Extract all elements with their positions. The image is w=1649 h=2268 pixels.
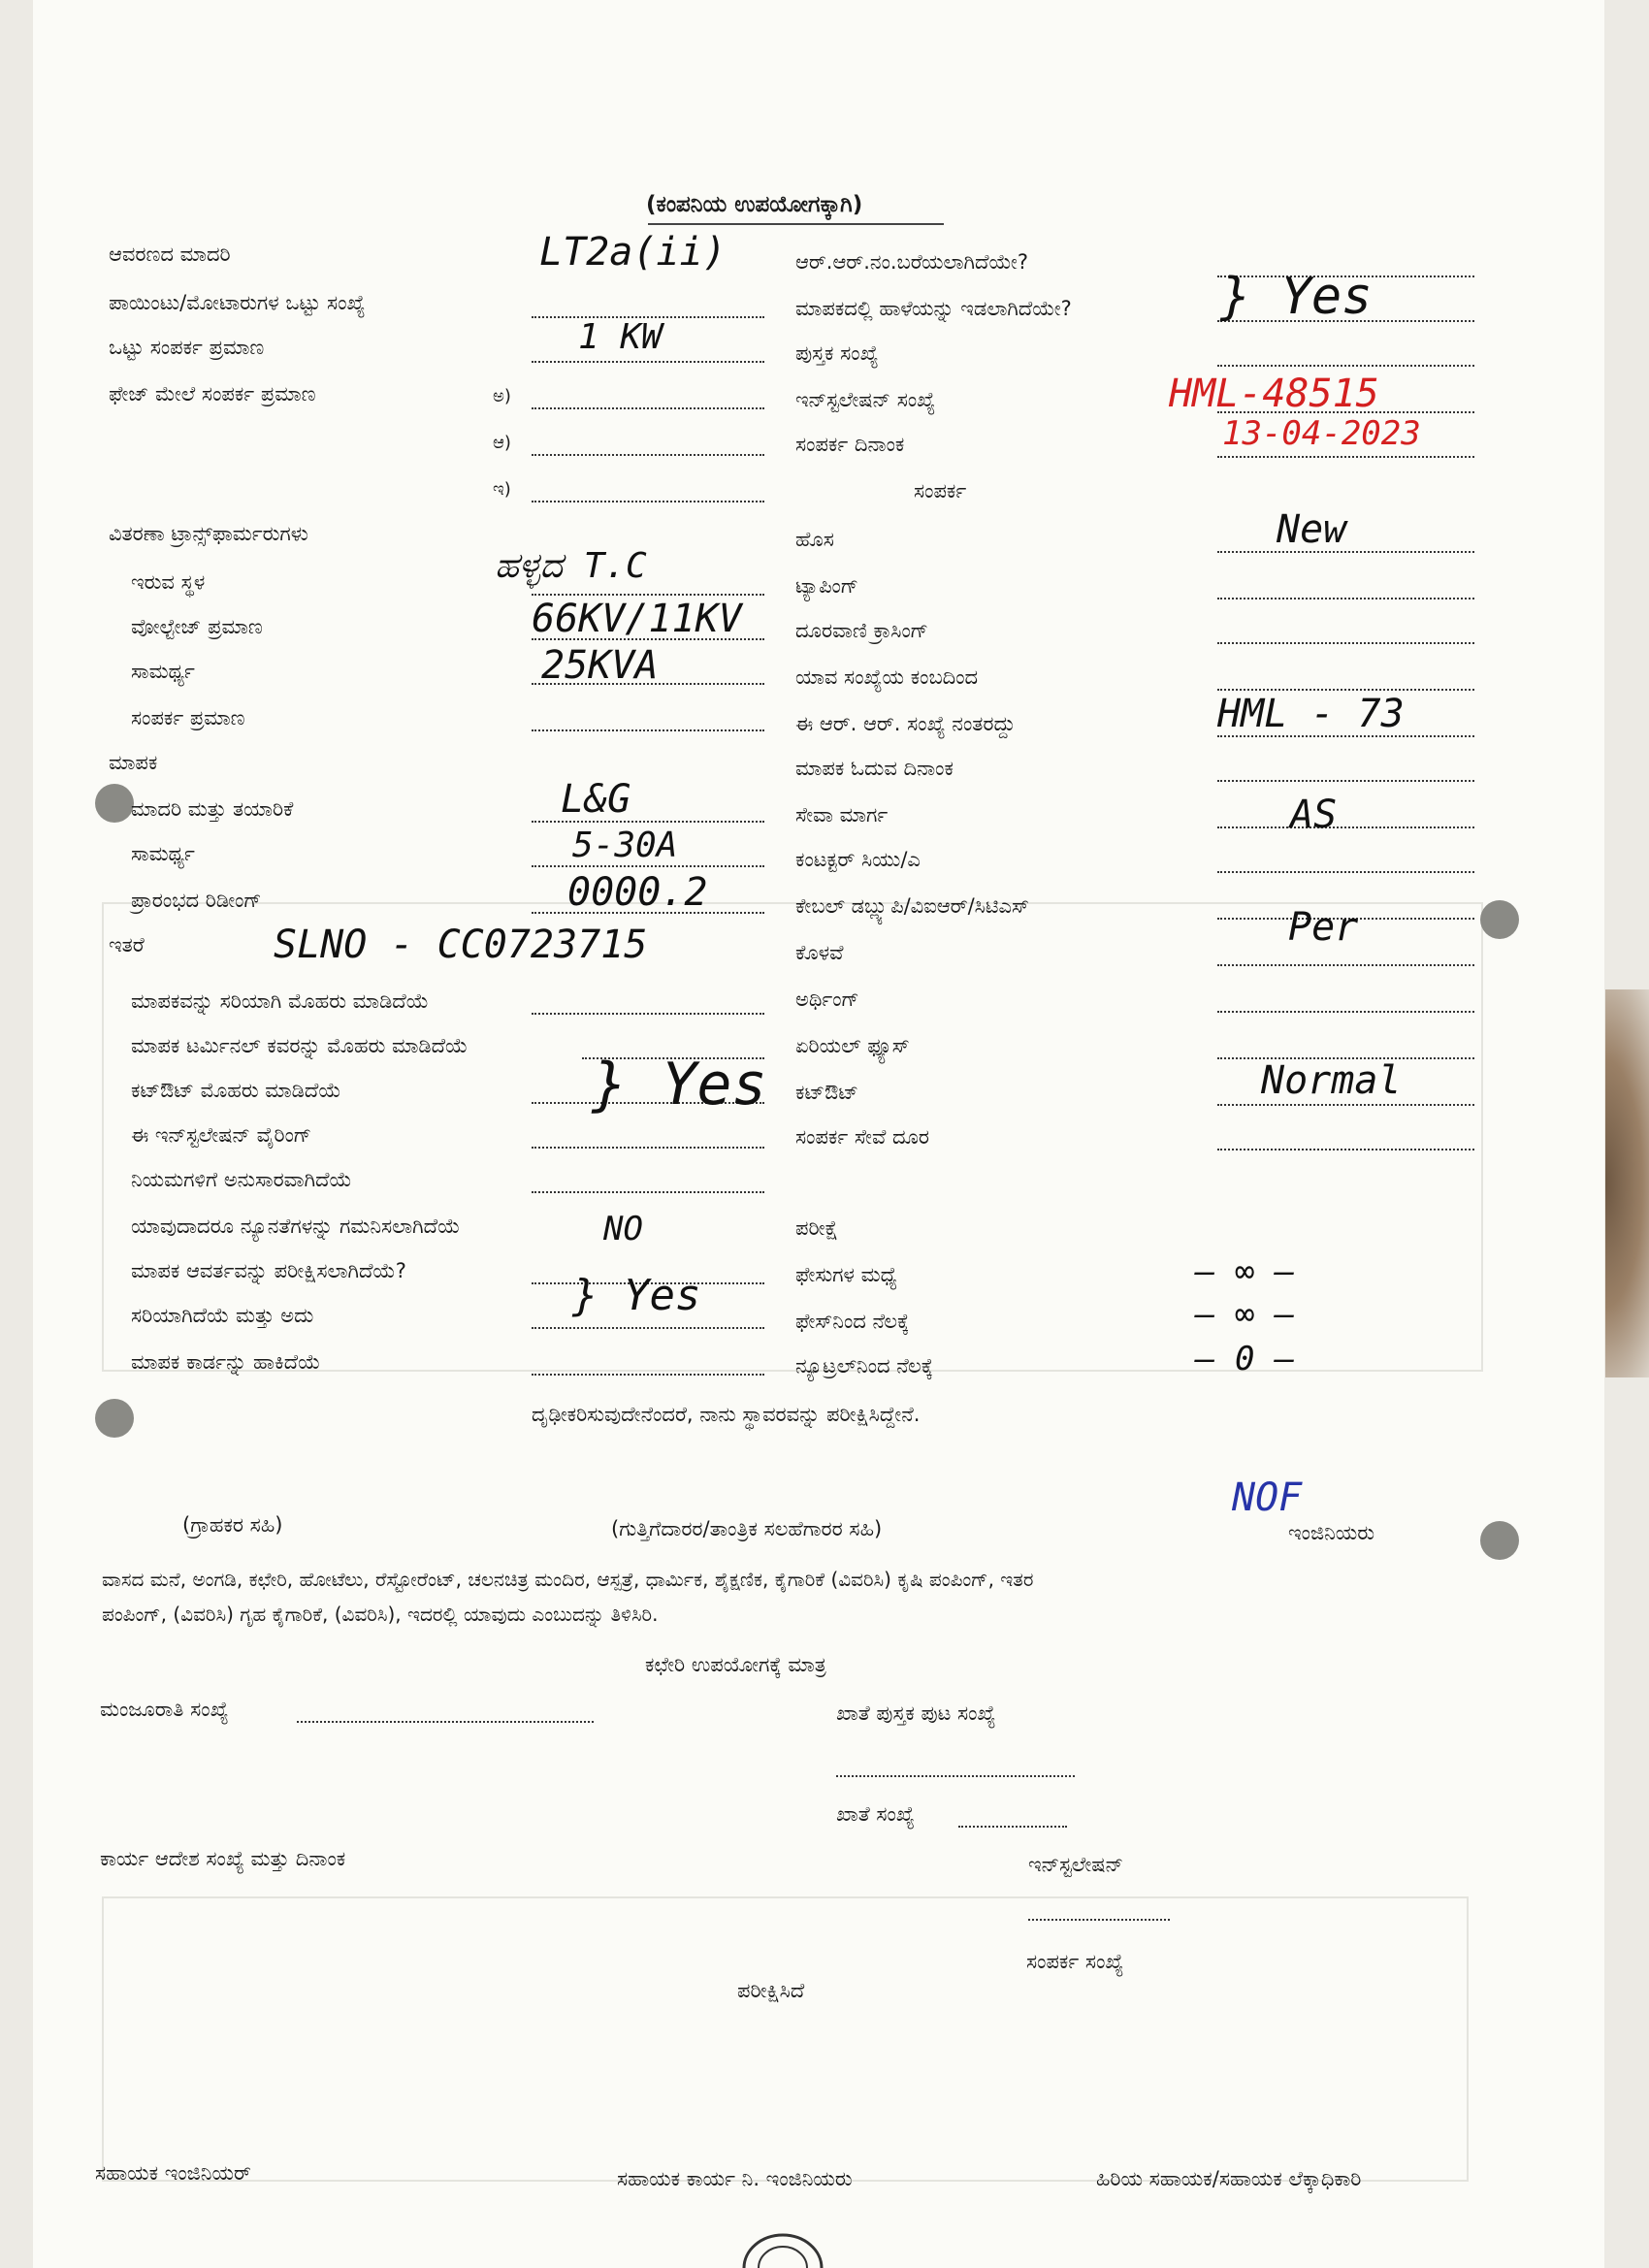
label-installation-number: ಇನ್‌ಸ್ಟಲೇಷನ್ ಸಂಖ್ಯೆ	[795, 388, 936, 411]
field-installation-wiring[interactable]	[532, 1147, 764, 1149]
label-cable: ಕೇಬಲ್ ಡಬ್ಲ್ಯುಪಿ/ವಿಐಆರ್/ಸಿಟಿಎಸ್	[795, 894, 1029, 918]
hw-yes-top: } Yes	[1220, 268, 1373, 326]
field-installation[interactable]	[1028, 1919, 1170, 1921]
label-total-load: ಒಟ್ಟು ಸಂಪರ್ಕ ಪ್ರಮಾಣ	[109, 336, 265, 359]
field-pipe[interactable]	[1217, 964, 1474, 966]
field-connection-date[interactable]	[1217, 456, 1474, 458]
label-cutout: ಕಟ್‌ಔಟ್	[795, 1081, 858, 1104]
label-ledger-page: ಖಾತೆ ಪುಸ್ತಕ ಪುಟ ಸಂಖ್ಯೆ	[836, 1701, 996, 1725]
hw-location: ಹಳ್ಳದ T.C	[495, 546, 647, 586]
label-test: ಪರೀಕ್ಷೆ	[795, 1216, 839, 1240]
label-phase-a: ಅ)	[493, 386, 511, 406]
usage-line-2: ಪಂಪಿಂಗ್, (ವಿವರಿಸಿ) ಗೃಹ ಕೈಗಾರಿಕೆ, (ವಿವರಿಸಿ), ಇದರಲ್ಲಿ ಯಾವುದು ಎಂಬುದನ್ನು ತಿಳಿಸಿರಿ.	[102, 1603, 659, 1626]
label-phase-load: ಫೇಜ್ ಮೇಲೆ ಸಂಪರ್ಕ ಪ್ರಮಾಣ	[109, 382, 316, 405]
punch-hole	[1480, 1521, 1519, 1560]
hw-service-route: AS	[1290, 793, 1338, 837]
hw-make: L&G	[561, 777, 631, 822]
hw-neutral-to-earth: — 0 —	[1195, 1340, 1295, 1378]
label-location: ಇರುವ ಸ್ಥಳ	[131, 570, 206, 594]
label-service-distance: ಸಂಪರ್ಕ ಸೇವೆ ದೂರ	[795, 1125, 930, 1149]
field-meter-sealed[interactable]	[532, 1013, 764, 1015]
field-total-load[interactable]	[532, 361, 764, 363]
company-seal-icon	[739, 2233, 826, 2268]
label-meter-sealed: ಮಾಪಕವನ್ನು ಸರಿಯಾಗಿ ಮೊಹರು ಮಾಡಿದೆಯೆ	[131, 989, 430, 1013]
label-kept-in-meter: ಮಾಪಕದಲ್ಲಿ ಹಾಳೆಯನ್ನು ಇಡಲಾಗಿದೆಯೇ?	[795, 297, 1072, 320]
punch-hole	[95, 784, 134, 823]
label-capacity: ಸಾಮರ್ಥ್ಯ	[131, 660, 195, 683]
label-initial-reading: ಪ್ರಾರಂಭದ ರಿಡೀಂಗ್	[131, 889, 262, 912]
label-connection: ಸಂಪರ್ಕ	[914, 479, 967, 502]
label-points-motors: ಪಾಯಿಂಟು/ಮೋಟಾರುಗಳ ಒಟ್ಟು ಸಂಖ್ಯೆ	[109, 291, 366, 314]
label-avaranada-madari: ಆವರಣದ ಮಾದರಿ	[109, 243, 231, 266]
label-defects-noticed: ಯಾವುದಾದರೂ ನ್ಯೂನತೆಗಳನ್ನು ಗಮನಿಸಲಾಗಿದೆಯೆ	[131, 1215, 461, 1238]
hw-after-rr: HML - 73	[1217, 692, 1405, 736]
label-meter-rotation: ಮಾಪಕ ಆವರ್ತವನ್ನು ಪರೀಕ್ಷಿಸಲಾಗಿದೆಯೆ?	[131, 1259, 406, 1282]
hw-installation-number: HML-48515	[1169, 372, 1379, 416]
hw-engineer: NOF	[1232, 1475, 1303, 1520]
label-terminal-sealed: ಮಾಪಕ ಟರ್ಮಿನಲ್ ಕವರನ್ನು ಮೊಹರು ಮಾಡಿದೆಯೆ	[131, 1034, 469, 1057]
label-connection-date: ಸಂಪರ್ಕ ದಿನಾಂಕ	[795, 433, 905, 456]
label-reading-date: ಮಾಪಕ ಓದುವ ದಿನಾಂಕ	[795, 757, 954, 780]
label-earthing: ಅರ್ಥಿಂಗ್	[795, 988, 859, 1011]
label-neutral-to-earth: ನ್ಯೂಟ್ರಲ್‌ನಿಂದ ನೆಲಕ್ಕೆ	[795, 1354, 933, 1377]
label-correct-and: ಸರಿಯಾಗಿದೆಯೆ ಮತ್ತು ಅದು	[131, 1304, 314, 1327]
sig-assistant-engineer: ಸಹಾಯಕ ಇಂಜಿನಿಯರ್	[95, 2161, 251, 2185]
hw-yes-mid: } Yes	[592, 1051, 767, 1118]
label-pole-number: ಯಾವ ಸಂಖ್ಯೆಯ ಕಂಬದಿಂದ	[795, 665, 979, 689]
label-work-order: ಕಾರ್ಯ ಆದೇಶ ಸಂಖ್ಯೆ ಮತ್ತು ದಿನಾಂಕ	[100, 1847, 346, 1870]
certify-text: ದೃಢೀಕರಿಸುವುದೇನೆಂದರೆ, ನಾನು ಸ್ಥಾವರವನ್ನು ಪರೀಕ್ಷಿಸಿದ್ದೇನೆ.	[532, 1403, 921, 1426]
label-rr-written: ಆರ್.ಆರ್.ನಂ.ಬರೆಯಲಾಗಿದೆಯೇ?	[795, 250, 1028, 274]
field-service-route[interactable]	[1217, 826, 1474, 828]
usage-line-1: ವಾಸದ ಮನೆ, ಅಂಗಡಿ, ಕಛೇರಿ, ಹೋಟೆಲು, ರೆಸ್ಟೋರೆಂಟ್, ಚಲನಚಿತ್ರ ಮಂದಿರ, ಆಸ್ಪತ್ರೆ, ಧಾರ್ಮಿಕ, ಶೈಕ್ಷಣಿಕ, ಕೈಗಾರಿಕೆ (ವಿವರಿಸಿ) ಕೃಷಿ ಪಂಪಿಂಗ್, ಇತರ	[102, 1568, 1034, 1591]
field-earthing[interactable]	[1217, 1011, 1474, 1013]
label-sanction-number: ಮಂಜೂರಾತಿ ಸಂಖ್ಯೆ	[100, 1698, 229, 1721]
scan-shadow	[1605, 989, 1649, 1377]
form-title: (ಕಂಪನಿಯ ಉಪಯೋಗಕ್ಕಾಗಿ)	[646, 192, 863, 217]
field-phase-i[interactable]	[532, 501, 764, 502]
hw-new: New	[1277, 507, 1347, 552]
field-service-distance[interactable]	[1217, 1149, 1474, 1150]
hw-avaranada-madari: LT2a(ii)	[539, 230, 727, 275]
field-meter-card[interactable]	[532, 1374, 764, 1376]
sig-consumer: (ಗ್ರಾಹಕರ ಸಹಿ)	[182, 1513, 283, 1537]
label-phase-to-earth: ಫೇಸ್‌ನಿಂದ ನೆಲಕ್ಕೆ	[795, 1310, 910, 1333]
label-cutout-sealed: ಕಟ್‌ಔಟ್ ಮೊಹರು ಮಾಡಿದೆಯೆ	[131, 1079, 341, 1102]
field-reading-date[interactable]	[1217, 780, 1474, 782]
sig-accounts-officer: ಹಿರಿಯ ಸಹಾಯಕ/ಸಹಾಯಕ ಲೆಕ್ಕಾಧಿಕಾರಿ	[1096, 2167, 1362, 2190]
label-phase-i: ಇ)	[493, 479, 511, 500]
label-make-type: ಮಾದರಿ ಮತ್ತು ತಯಾರಿಕೆ	[131, 797, 294, 821]
label-meter-capacity: ಸಾಮರ್ಥ್ಯ	[131, 842, 195, 865]
label-meter-card: ಮಾಪಕ ಕಾರ್ಡನ್ನು ಹಾಕಿದೆಯೆ	[131, 1350, 321, 1374]
hw-initial-reading: 0000.2	[567, 870, 708, 915]
hw-defects: NO	[603, 1210, 643, 1248]
field-phase-a[interactable]	[532, 407, 764, 409]
title-underline	[648, 223, 944, 225]
hw-cutout: Normal	[1261, 1058, 1402, 1103]
field-ledger-page[interactable]	[836, 1775, 1075, 1777]
label-meter: ಮಾಪಕ	[109, 751, 158, 774]
field-phase-aa[interactable]	[532, 454, 764, 456]
label-new: ಹೊಸ	[795, 528, 834, 551]
label-account-number: ಖಾತೆ ಸಂಖ್ಯೆ	[836, 1802, 915, 1826]
field-correct-and[interactable]	[532, 1327, 764, 1329]
hw-others: SLNO - CC0723715	[274, 923, 648, 967]
field-telephone-crossing[interactable]	[1217, 642, 1474, 644]
hw-cable: Per	[1288, 905, 1359, 950]
label-service-route: ಸೇವಾ ಮಾರ್ಗ	[795, 803, 889, 826]
field-sanction-number[interactable]	[297, 1721, 594, 1723]
sig-contractor: (ಗುತ್ತಿಗೆದಾರರ/ತಾಂತ್ರಿಕ ಸಲಹೆಗಾರರ ಸಹಿ)	[611, 1517, 883, 1540]
sig-engineer: ಇಂಜಿನಿಯರು	[1288, 1521, 1375, 1544]
label-telephone-crossing: ದೂರವಾಣಿ ಕ್ರಾಸಿಂಗ್	[795, 619, 928, 642]
label-book-number: ಪುಸ್ತಕ ಸಂಖ್ಯೆ	[795, 341, 879, 365]
punch-hole	[1480, 900, 1519, 939]
label-voltage: ವೋಲ್ಟೇಜ್ ಪ್ರಮಾಣ	[131, 615, 263, 638]
hw-capacity: 25KVA	[541, 643, 659, 688]
bleed-through-box	[102, 1896, 1469, 2182]
hw-phase-to-earth: — ∞ —	[1195, 1295, 1295, 1334]
field-meter-capacity[interactable]	[532, 865, 764, 867]
hw-voltage: 66KV/11KV	[532, 597, 742, 641]
label-contractor: ಕಂಟಕ್ಟರ್ ಸಿಯು/ಎ	[795, 848, 921, 871]
field-contractor[interactable]	[1217, 871, 1474, 873]
label-connected-load: ಸಂಪರ್ಕ ಪ್ರಮಾಣ	[131, 706, 245, 729]
hw-between-phases: — ∞ —	[1195, 1252, 1295, 1291]
label-aerial-fuse: ಏರಿಯಲ್ ಫ್ಯೂಸ್	[795, 1034, 910, 1057]
label-pipe: ಕೊಳವೆ	[795, 941, 844, 964]
label-transformers: ವಿತರಣಾ ಟ್ರಾನ್ಸ್‌ಫಾರ್ಮರುಗಳು	[109, 522, 308, 545]
hw-connection-date: 13-04-2023	[1222, 414, 1421, 453]
field-location[interactable]	[532, 594, 764, 596]
label-installation: ಇನ್‌ಸ್ಟಲೇಷನ್	[1028, 1853, 1124, 1876]
field-tapping[interactable]	[1217, 598, 1474, 599]
label-installation-wiring: ಈ ಇನ್‌ಸ್ಟಲೇಷನ್ ವೈರಿಂಗ್	[131, 1123, 312, 1147]
label-connection-number: ಸಂಪರ್ಕ ಸಂಖ್ಯೆ	[1026, 1950, 1124, 1973]
label-checked: ಪರೀಕ್ಷಿಸಿದೆ	[737, 1979, 805, 2002]
field-book-number[interactable]	[1217, 365, 1474, 367]
sig-assistant-executive-engineer: ಸಹಾಯಕ ಕಾರ್ಯ ನಿ. ಇಂಜಿನಿಯರು	[617, 2167, 853, 2190]
label-between-phases: ಫೇಸುಗಳ ಮಧ್ಯೆ	[795, 1263, 897, 1286]
hw-yes-low: } Yes	[572, 1271, 701, 1320]
field-cutout[interactable]	[1217, 1104, 1474, 1106]
punch-hole	[95, 1399, 134, 1438]
label-tapping: ಟ್ಯಾಪಿಂಗ್	[795, 574, 858, 598]
field-account-number[interactable]	[958, 1826, 1067, 1828]
label-others: ಇತರೆ	[109, 933, 145, 956]
label-after-rr: ಈ ಆರ್. ಆರ್. ಸಂಖ್ಯೆ ನಂತರದ್ದು	[795, 712, 1016, 735]
hw-meter-capacity: 5-30A	[572, 826, 678, 865]
field-as-per-rules[interactable]	[532, 1191, 764, 1193]
field-connected-load[interactable]	[532, 729, 764, 731]
field-pole-number[interactable]	[1217, 689, 1474, 691]
office-use-heading: ಕಛೇರಿ ಉಪಯೋಗಕ್ಕೆ ಮಾತ್ರ	[645, 1653, 826, 1676]
hw-total-load: 1 KW	[578, 317, 663, 357]
label-as-per-rules: ನಿಯಮಗಳಿಗೆ ಅನುಸಾರವಾಗಿದೆಯೆ	[131, 1168, 352, 1191]
label-phase-aa: ಆ)	[493, 433, 511, 453]
